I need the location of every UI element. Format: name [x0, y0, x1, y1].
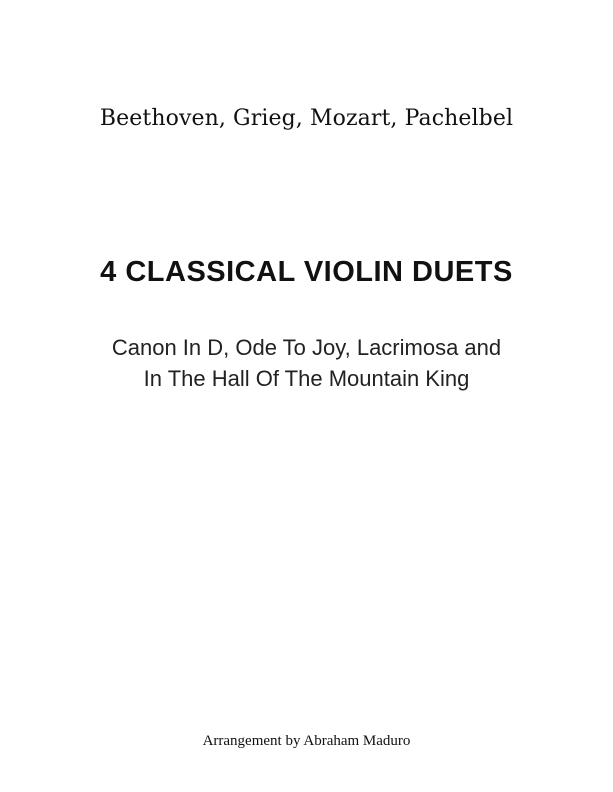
composers-line: Beethoven, Grieg, Mozart, Pachelbel: [99, 106, 514, 131]
subtitle-line-2: In The Hall Of The Mountain King: [143, 366, 470, 391]
page-title: 4 CLASSICAL VIOLIN DUETS: [100, 256, 513, 288]
subtitle: [0, 332, 613, 394]
arrangement-credit: Arrangement by Abraham Maduro: [202, 733, 411, 749]
subtitle-line-1: Canon In D, Ode To Joy, Lacrimosa and: [111, 335, 502, 360]
